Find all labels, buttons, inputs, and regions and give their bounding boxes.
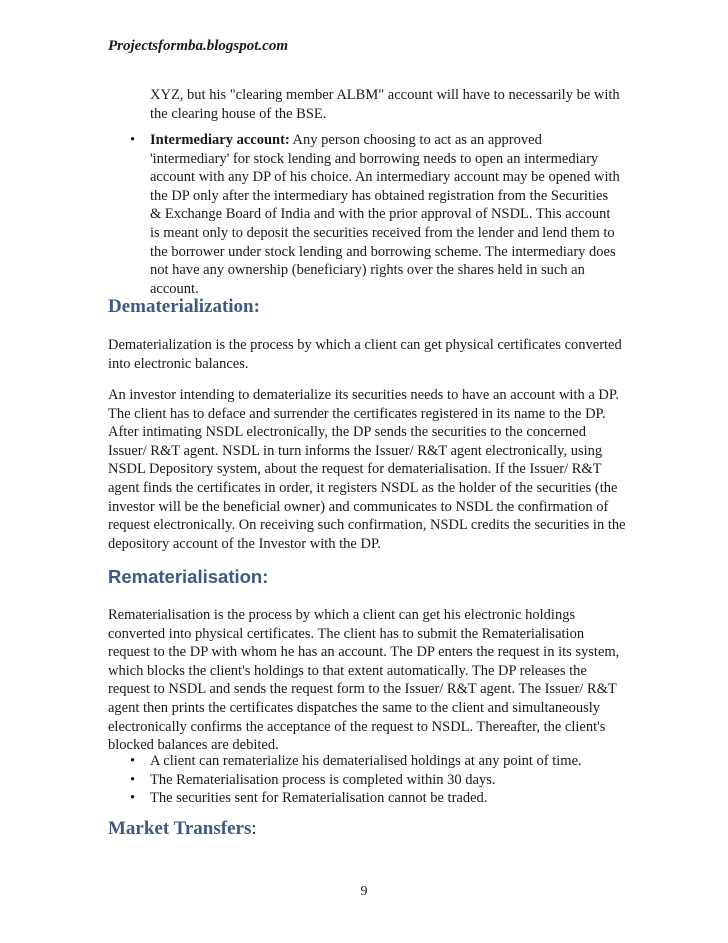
list-item <box>108 131 620 298</box>
continuation-paragraph <box>150 86 620 123</box>
paragraph-text: An investor intending to dematerialize its securities needs to have an account with a DP. The client has to deface and surrender the certificates registered in its name to the DP. After intimating NSDL electronically, the DP sends the securities to the concerned Issuer/ R&T agent. NSDL in turn informs the Issuer/ R&T agent electronically, using NSDL Depository system, about the request for dematerialisation. If the Issuer/ R&T agent finds the certificates in order, it registers NSDL as the holder of the securities (the investor will be the beneficial owner) and communicates to NSDL the confirmation of request electronically. On receiving such confirmation, NSDL credits the securities in the depository account of the Investor with the DP. <box>108 387 626 552</box>
intermediary-text: Any person choosing to act as an approved 'intermediary' for stock lending and borrowing needs to open an intermediary account with any DP of his choice. An intermediary account may be opened with the DP only after the intermediary has obtained registration from the Securities & Exchange Board of India and with the prior approval of NSDL. This account is meant only to deposit the securities received from the lender and lend them to the borrower under stock lending and borrowing scheme. The intermediary does not have any ownership (beneficiary) rights over the shares held in such an account. <box>150 132 620 297</box>
bullet-text: The Rematerialisation process is completed within 30 days. <box>150 771 496 788</box>
paragraph-text: Dematerialization is the process by which a client can get physical certificates converted into electronic balances. <box>108 337 622 372</box>
list-item <box>108 771 620 790</box>
page-number: 9 <box>360 884 368 899</box>
rematerialisation-para <box>108 606 626 755</box>
bullet-icon: • <box>130 753 136 769</box>
bullet-icon: • <box>130 790 136 807</box>
page-header: Projectsformba.blogspot.com <box>108 38 288 54</box>
bullet-text: A client can rematerialize his dematerialised holdings at any point of time. <box>150 753 582 769</box>
bullet-icon: • <box>130 132 136 148</box>
intermediary-list <box>108 131 620 298</box>
list-item <box>108 789 620 808</box>
rematerialisation-bullets <box>108 752 620 808</box>
list-item <box>108 752 620 771</box>
continuation-text: XYZ, but his "clearing member ALBM" account will have to necessarily be with the clearing house of the BSE. <box>150 87 620 122</box>
dematerialization-para1 <box>108 336 626 373</box>
market-transfers-colon: : <box>251 818 257 839</box>
paragraph-text: Rematerialisation is the process by which a client can get his electronic holdings converted into physical certificates. The client has to submit the Rematerialisation request to the DP with whom he has an account. The DP enters the request in its system, which blocks the client's holdings to that extent automatically. The DP releases the request to NSDL and sends the request form to the Issuer/ R&T agent. The Issuer/ R&T agent then prints the certificates dispatches the same to the client and simultaneously electronically confirms the acceptance of the request to NSDL. Thereafter, the client's blocked balances are debited. <box>108 607 620 754</box>
intermediary-term: Intermediary account: <box>150 132 290 148</box>
bullet-text: The securities sent for Rematerialisation cannot be traded. <box>150 790 488 807</box>
dematerialization-heading: Dematerialization: <box>108 296 260 317</box>
dematerialization-para2 <box>108 386 626 553</box>
market-transfers-heading <box>108 818 257 840</box>
market-transfers-title: Market Transfers <box>108 818 252 839</box>
rematerialisation-heading: Rematerialisation: <box>108 566 269 587</box>
bullet-icon: • <box>130 771 136 788</box>
